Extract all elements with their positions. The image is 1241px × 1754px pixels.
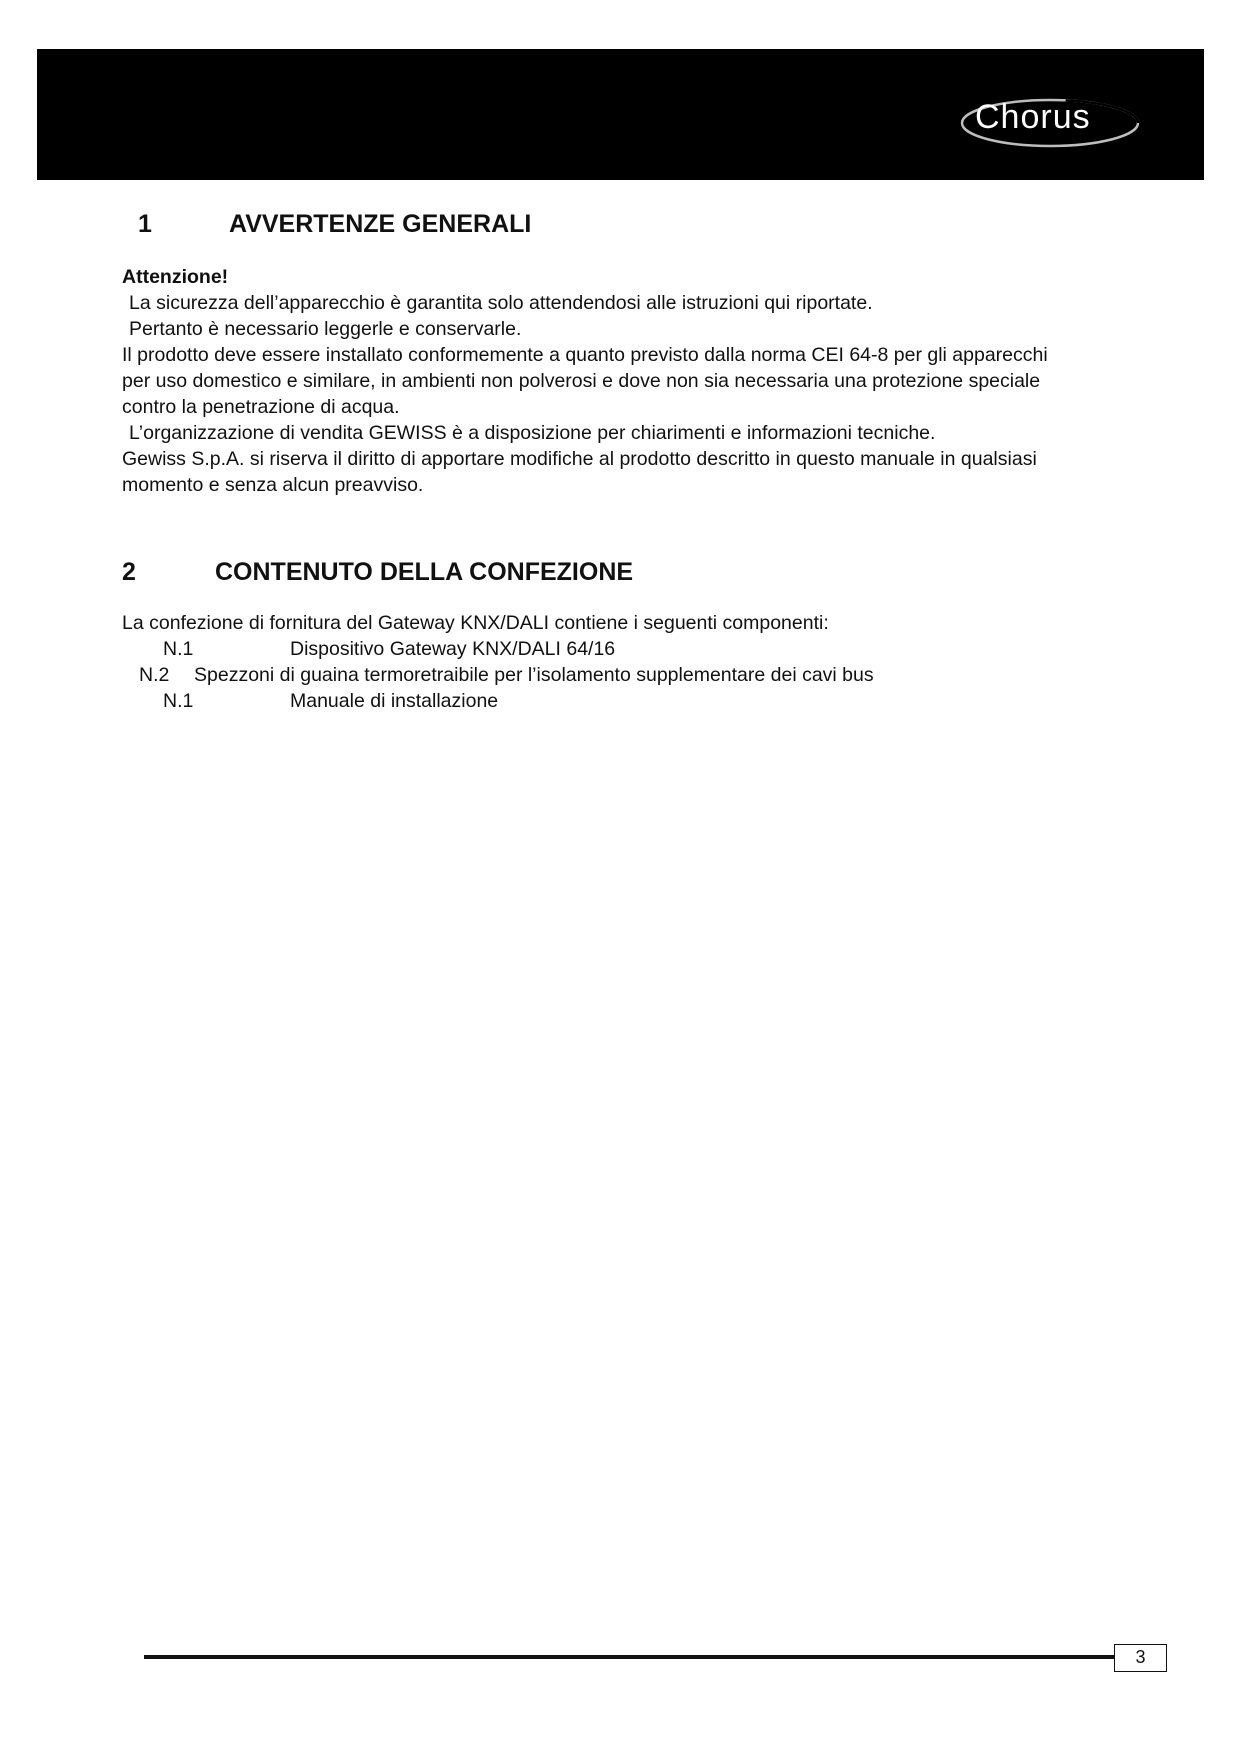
section-1-line: Gewiss S.p.A. si riserva il diritto di apportare modifiche al prodotto descritto in questo manuale in qualsiasi (122, 448, 1037, 470)
item-desc: Dispositivo Gateway KNX/DALI 64/16 (290, 638, 616, 660)
section-1-number: 1 (138, 210, 152, 238)
section-1-line: La sicurezza dell’apparecchio è garantita solo attendendosi alle istruzioni qui riportate. (129, 292, 873, 314)
logo-text: Chorus (975, 98, 1091, 136)
section-1-title: AVVERTENZE GENERALI (229, 210, 532, 238)
item-desc: Spezzoni di guaina termoretraibile per l’isolamento supplementare dei cavi bus (194, 664, 874, 686)
item-qty: N.2 (139, 664, 170, 686)
item-qty: N.1 (163, 690, 194, 712)
page-number: 3 (1114, 1644, 1167, 1672)
section-1-line: Il prodotto deve essere installato conformemente a quanto previsto dalla norma CEI 64-8 per gli apparecchi (122, 344, 1048, 366)
section-1-line: Pertanto è necessario leggerle e conservarle. (129, 318, 522, 340)
section-2-title: CONTENUTO DELLA CONFEZIONE (215, 558, 634, 586)
footer-rule (144, 1655, 1114, 1659)
chorus-logo (957, 90, 1147, 152)
item-desc: Manuale di installazione (290, 690, 499, 712)
section-1-line: L’organizzazione di vendita GEWISS è a disposizione per chiarimenti e informazioni tecniche. (129, 422, 936, 444)
section-1-line: contro la penetrazione di acqua. (122, 396, 400, 418)
section-1-line: per uso domestico e similare, in ambienti non polverosi e dove non sia necessaria una protezione speciale (122, 370, 1041, 392)
item-qty: N.1 (163, 638, 194, 660)
section-2-number: 2 (122, 558, 136, 586)
section-1-line: momento e senza alcun preavviso. (122, 474, 424, 496)
section-2-intro: La confezione di fornitura del Gateway KNX/DALI contiene i seguenti componenti: (122, 612, 829, 634)
attention-label: Attenzione! (122, 266, 229, 288)
